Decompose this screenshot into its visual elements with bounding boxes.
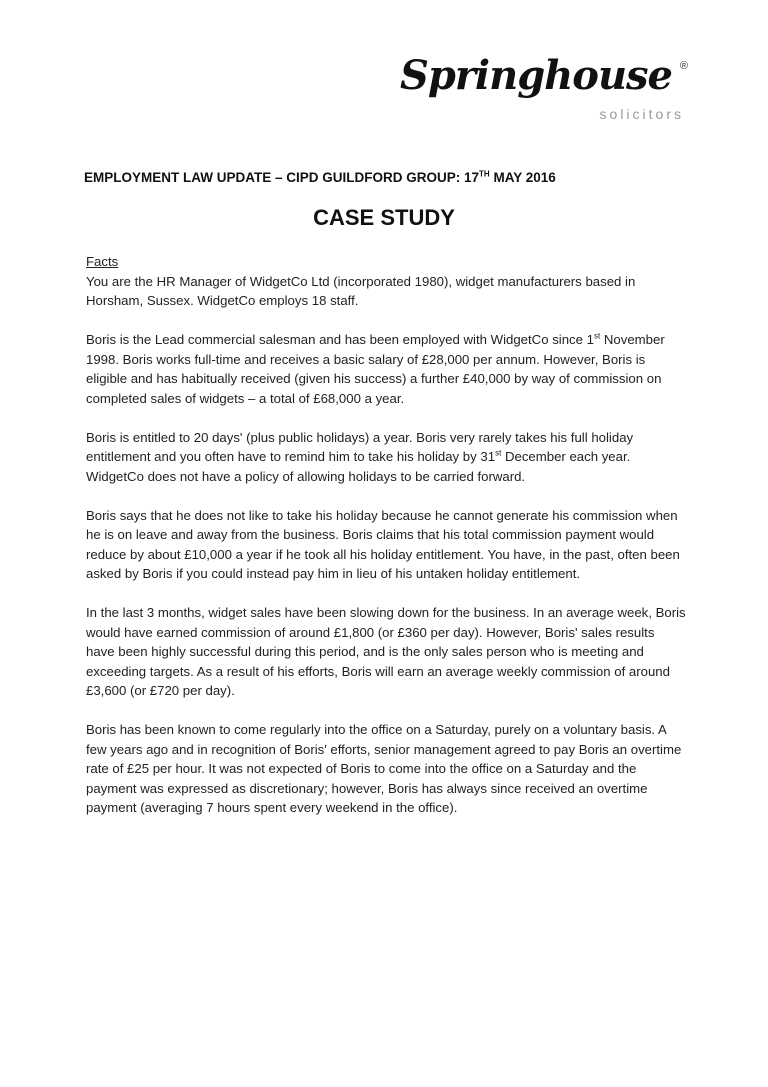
paragraph-commission: Boris says that he does not like to take his holiday because he cannot generate his commission when he is on leave and away from the business. Boris claims that his total commission payment would reduce by about £10,000 a year if he took all his holiday entitlement. You have, in the past, often been asked by Boris if you could instead pay him in lieu of his untaken holiday entitlement.	[86, 507, 680, 581]
paragraph-holiday-a: Boris is entitled to 20 days' (plus public holidays) a year. Boris very rarely takes his full holiday entitlement and you often have to remind him to take his holiday by 31	[86, 429, 634, 464]
case-study-body	[86, 252, 686, 837]
springhouse-logo	[400, 52, 688, 132]
header-superscript: TH	[479, 169, 490, 179]
logo-subtitle: solicitors	[599, 106, 684, 122]
header-prefix: EMPLOYMENT LAW UPDATE – CIPD GUILDFORD GROUP: 17	[84, 170, 480, 185]
paragraph-holiday-sup: st	[495, 448, 502, 458]
paragraph-employment-a: Boris is the Lead commercial salesman and has been employed with WidgetCo since 1	[86, 332, 594, 347]
registered-mark: ®	[679, 60, 688, 72]
paragraph-overtime: Boris has been known to come regularly into the office on a Saturday, purely on a voluntary basis. A few years ago and in recognition of Boris' efforts, senior management agreed to pay Boris an overtime rate of £25 per hour. It was not expected of Boris to come into the office on a Saturday and the payment was expressed as discretionary; however, Boris has always since received an overtime payment (averaging 7 hours spent every weekend in the office).	[86, 722, 682, 815]
logo-wordmark: Springhouse	[400, 52, 672, 99]
paragraph-holiday-b: December each year. WidgetCo does not have a policy of allowing holidays to be carried forward.	[86, 449, 631, 484]
page-title: CASE STUDY	[313, 205, 455, 230]
header-suffix: MAY 2016	[489, 170, 556, 185]
paragraph-employment-b: November 1998. Boris works full-time and receives a basic salary of £28,000 per annum. However, Boris is eligible and has habitually received (given his success) a further £40,000 by way of commission on completed sales of widgets – a total of £68,000 a year.	[86, 332, 665, 406]
paragraph-employment-sup: st	[593, 331, 601, 341]
paragraph-holiday	[86, 428, 686, 487]
paragraph-sales: In the last 3 months, widget sales have been slowing down for the business. In an average week, Boris would have earned commission of around £1,800 (or £360 per day). However, Boris' sales results have been highly successful during this period, and is the only sales person who is meeting and exceeding targets. As a result of his efforts, Boris will earn an average weekly commission of around £3,600 (or £720 per day).	[86, 605, 686, 698]
document-header	[84, 170, 556, 185]
facts-heading: Facts	[86, 254, 119, 269]
paragraph-company: You are the HR Manager of WidgetCo Ltd (incorporated 1980), widget manufacturers based in Horsham, Sussex. WidgetCo employs 18 staff.	[86, 273, 636, 308]
paragraph-employment	[86, 330, 686, 408]
